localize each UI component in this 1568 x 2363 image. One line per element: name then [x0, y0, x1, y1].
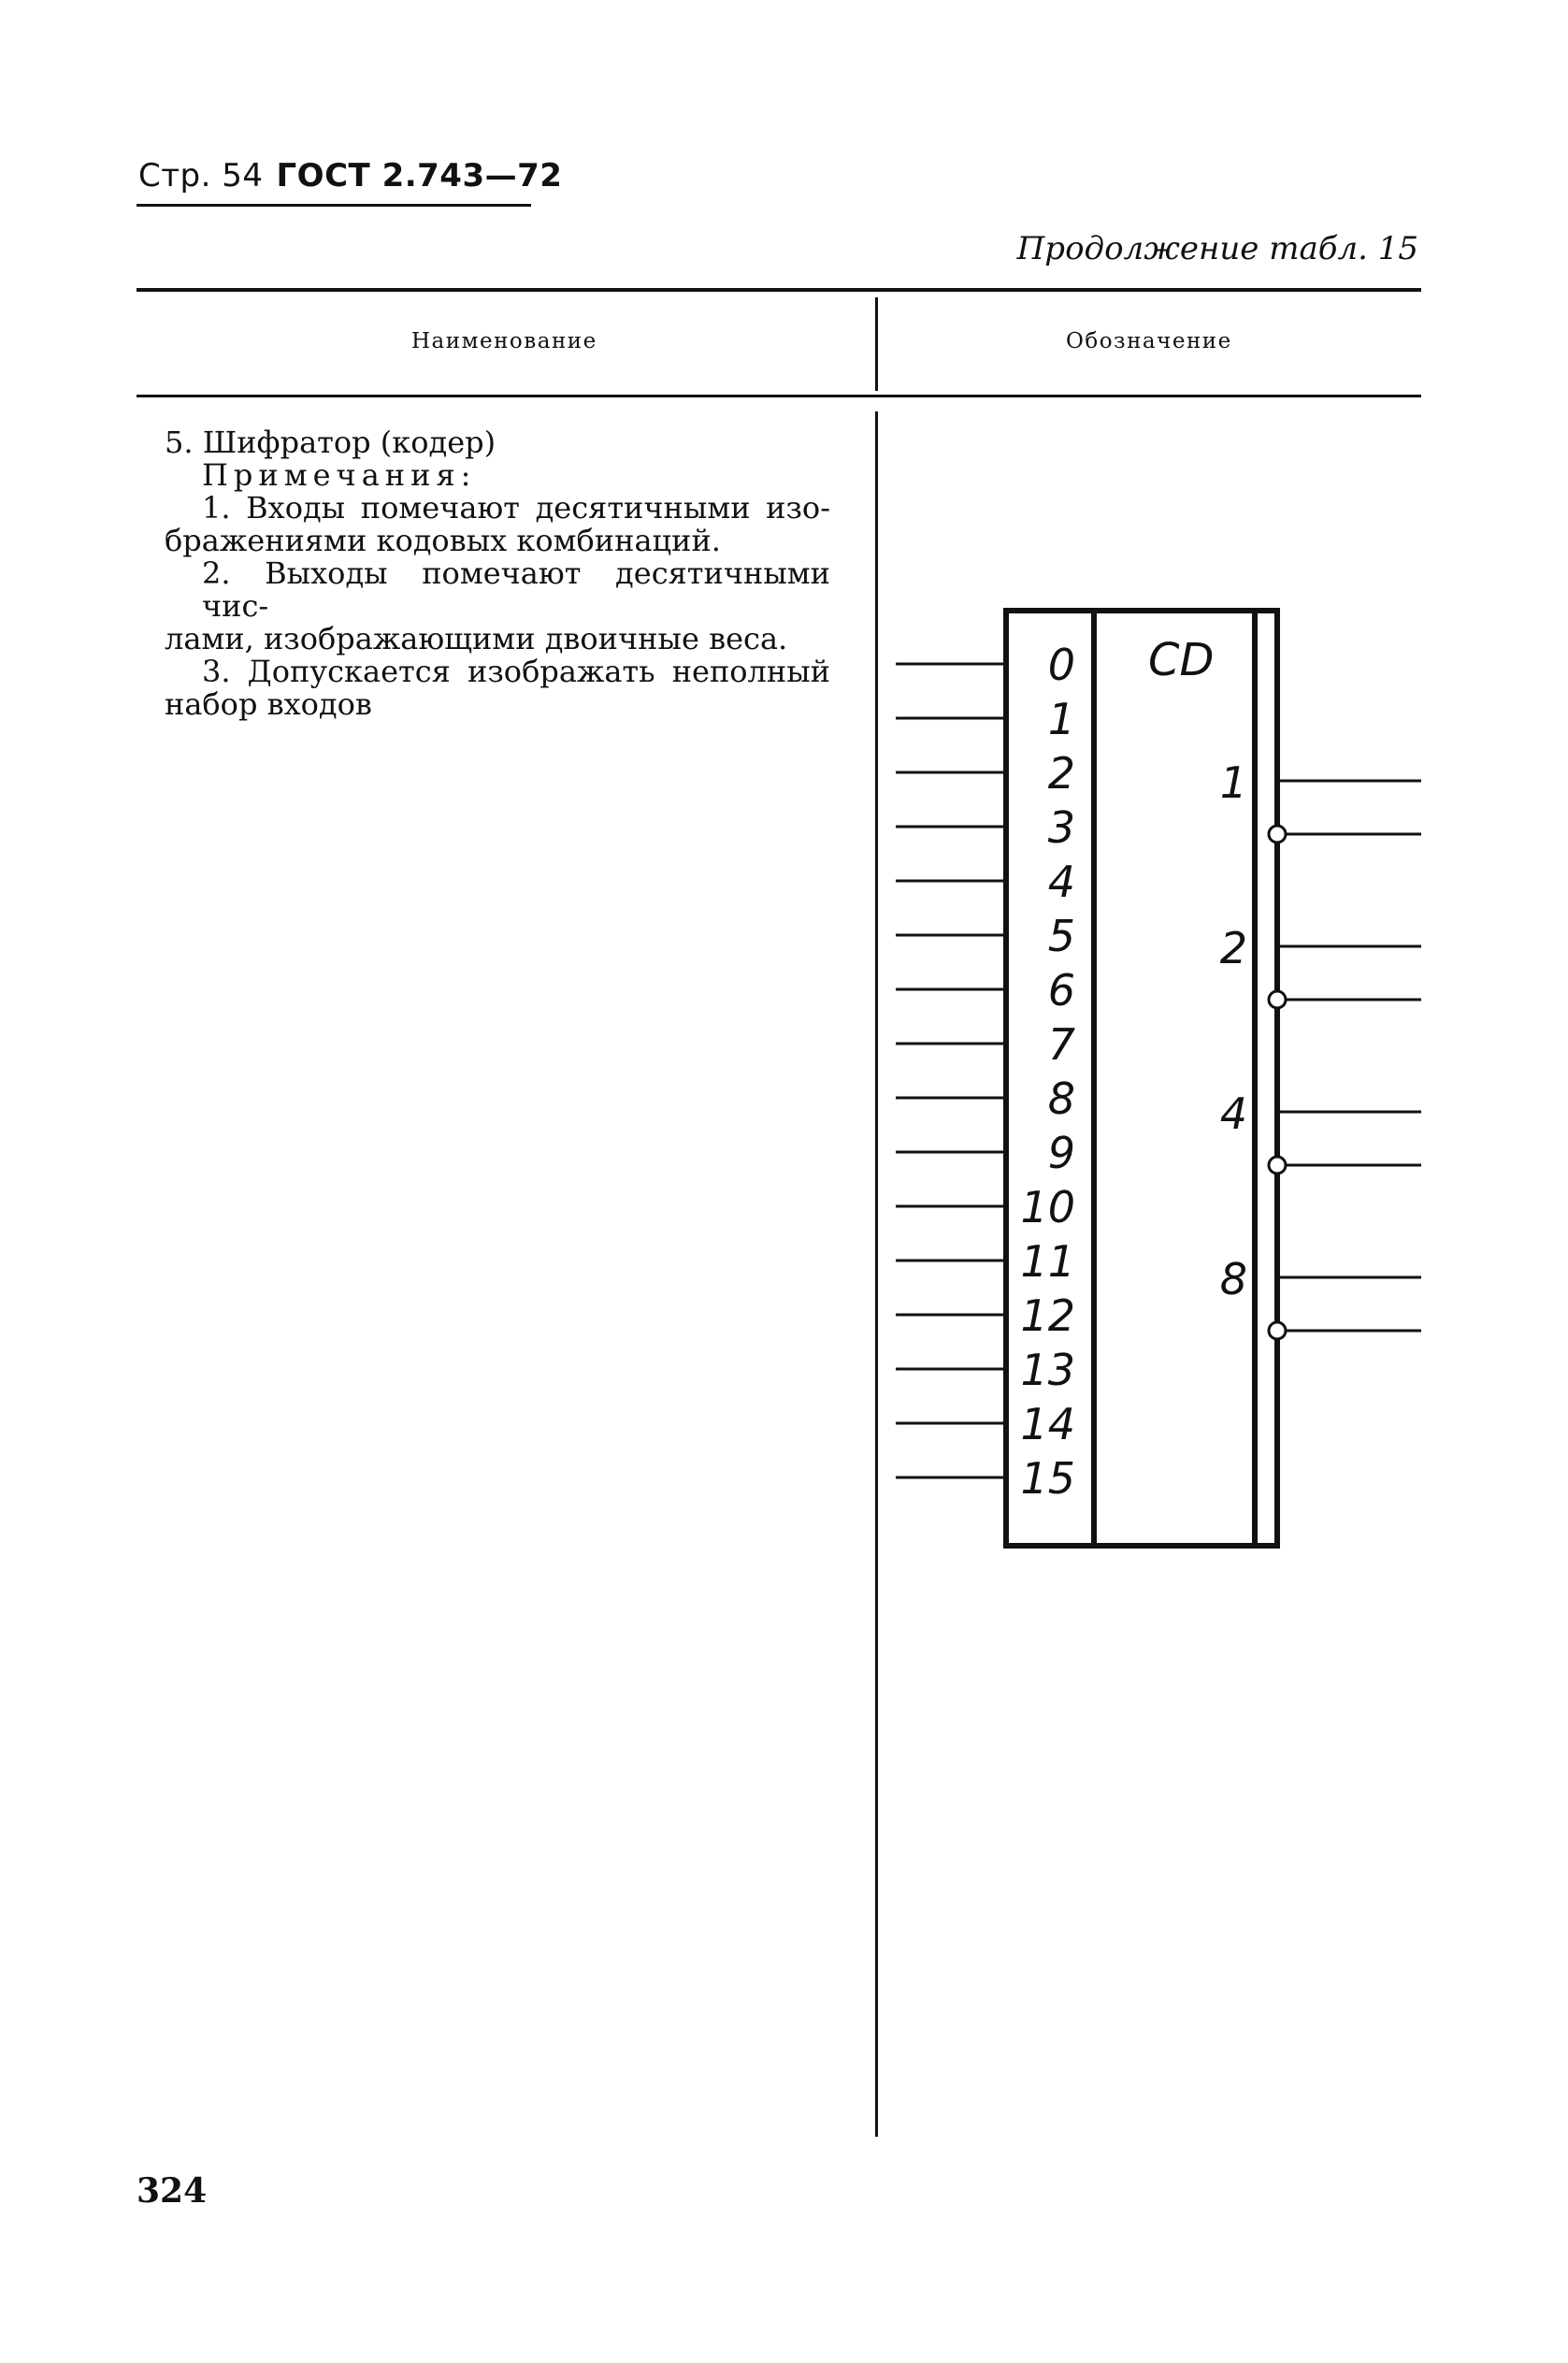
inversion-circle [1269, 1157, 1286, 1174]
input-pin-label: 7 [1047, 1019, 1075, 1070]
page-header [138, 157, 562, 195]
table-header-rule [137, 395, 1421, 397]
note-line: набор входов [165, 686, 372, 722]
inversion-circle [1269, 826, 1286, 843]
column-divider-header [875, 297, 878, 391]
page-number: 324 [137, 2171, 208, 2211]
input-pin-label: 1 [1047, 694, 1075, 744]
input-pins [896, 640, 1075, 1504]
input-pin-label: 9 [1047, 1128, 1075, 1178]
output-pins [1220, 757, 1421, 1339]
input-pin-label: 14 [1020, 1399, 1075, 1449]
input-pin-label: 3 [1047, 802, 1075, 853]
column-header-name: Наименование [411, 329, 597, 353]
input-pin-label: 0 [1047, 640, 1075, 690]
input-pin-label: 4 [1047, 857, 1075, 907]
input-pin-label: 15 [1020, 1453, 1075, 1504]
encoder-symbol-diagram [888, 598, 1421, 1571]
notes-heading: Примечания: [202, 457, 477, 493]
note-line: 2. Выходы помечают десятичными чис- [202, 555, 830, 624]
input-pin-label: 13 [1020, 1345, 1075, 1395]
output-pin-label: 2 [1219, 923, 1247, 973]
function-label: CD [1148, 634, 1215, 686]
table-top-rule [137, 288, 1421, 292]
input-pin-label: 2 [1047, 748, 1075, 799]
standard-number: ГОСТ 2.743—72 [276, 157, 563, 195]
input-pin-label: 12 [1020, 1290, 1075, 1341]
input-pin-label: 10 [1020, 1182, 1075, 1232]
input-pin-label: 11 [1020, 1236, 1075, 1287]
output-pin-label: 8 [1219, 1254, 1247, 1304]
note-line: лами, изображающими двоичные веса. [165, 621, 788, 656]
note-line: 1. Входы помечают десятичными изо- [202, 490, 830, 526]
input-pin-label: 8 [1047, 1073, 1075, 1124]
header-rule [137, 204, 531, 207]
inversion-circle [1269, 1322, 1286, 1339]
input-pin-label: 5 [1047, 911, 1075, 961]
entry-title: 5. Шифратор (кодер) [165, 425, 496, 460]
output-pin-label: 4 [1219, 1088, 1247, 1139]
output-pin-label: 1 [1219, 757, 1247, 808]
inversion-circle [1269, 991, 1286, 1008]
table-continuation-label: Продолжение табл. 15 [1016, 230, 1418, 267]
column-header-symbol: Обозначение [1066, 329, 1232, 353]
page-label: Стр. 54 [138, 157, 264, 195]
table-entry-name-cell [165, 426, 830, 721]
input-pin-label: 6 [1047, 965, 1075, 1016]
column-divider-body [875, 411, 878, 2137]
note-line: бражениями кодовых комбинаций. [165, 523, 721, 558]
note-line: 3. Допускается изображать неполный [202, 654, 830, 689]
